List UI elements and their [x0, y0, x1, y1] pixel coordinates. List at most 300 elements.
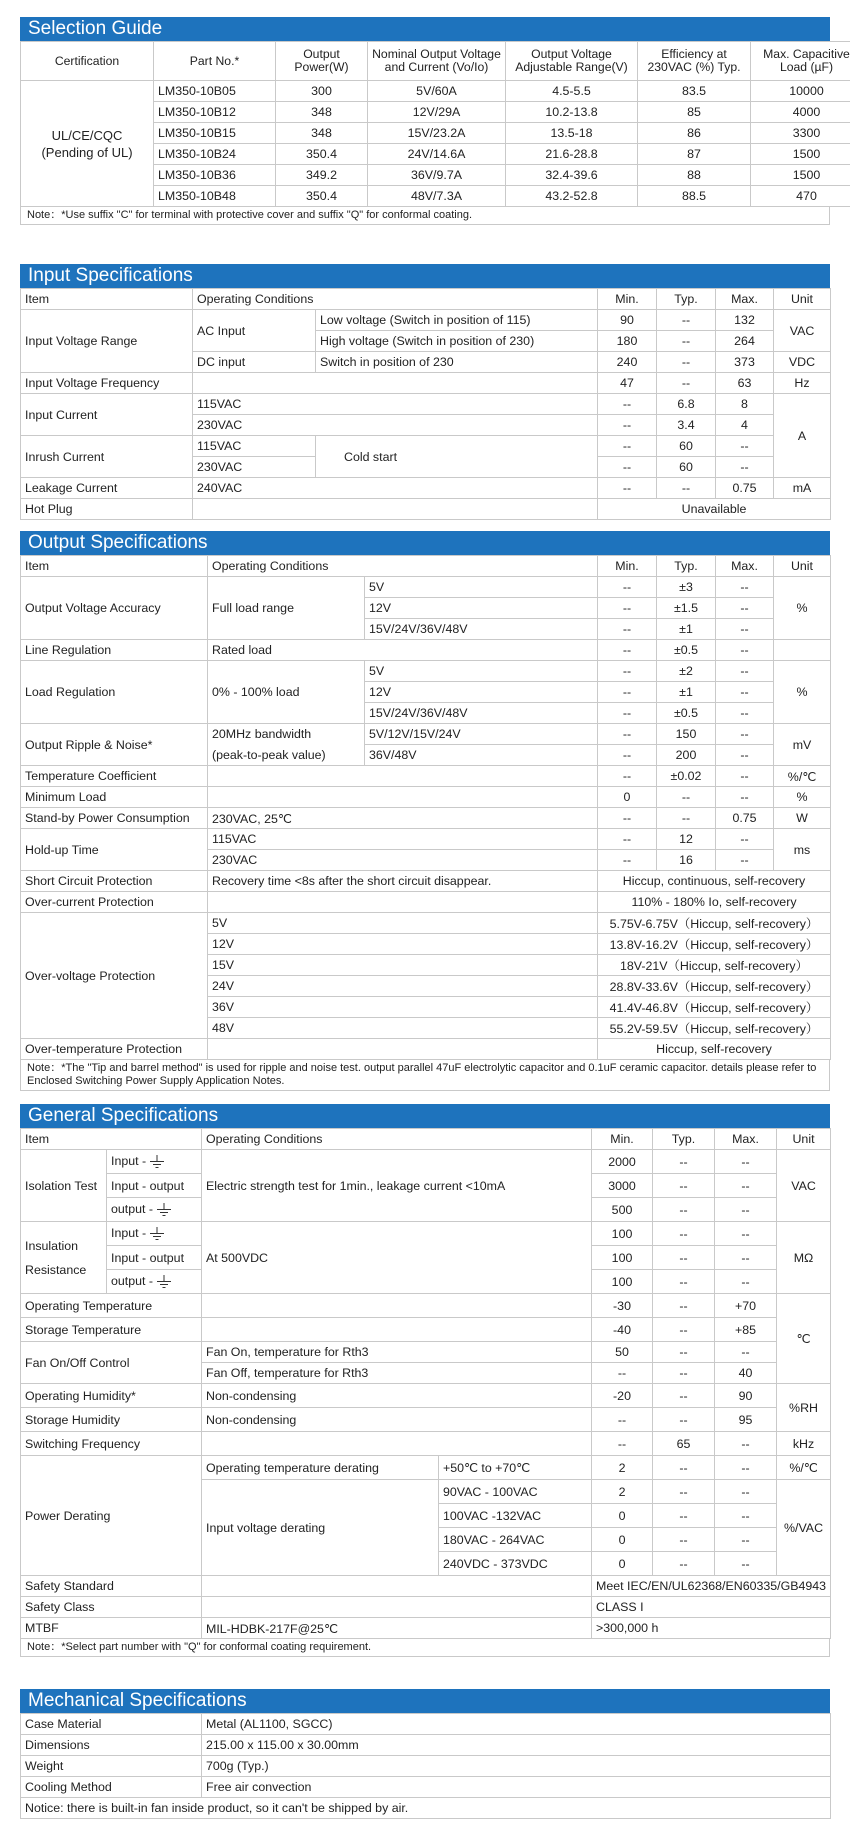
cell: 36V/9.7A: [368, 165, 506, 186]
unit-cell: %/℃: [777, 1456, 831, 1480]
cell: LM350-10B15: [154, 123, 276, 144]
cell: 15V/23.2A: [368, 123, 506, 144]
cell: --: [653, 1528, 715, 1552]
cell: +85: [715, 1318, 777, 1342]
col-header: Part No.*: [154, 42, 276, 81]
cell: Free air convection: [202, 1777, 831, 1798]
cell: --: [653, 1294, 715, 1318]
row-label: Short Circuit Protection: [21, 871, 208, 892]
cell: --: [716, 682, 774, 703]
cell: --: [716, 850, 774, 871]
unit-cell: MΩ: [777, 1222, 831, 1294]
cell: 230VAC: [193, 415, 598, 436]
cell: Meet IEC/EN/UL62368/EN60335/GB4943: [592, 1576, 831, 1597]
cell: 36V: [208, 997, 598, 1018]
cell: ±1: [657, 619, 716, 640]
cell: 348: [276, 102, 368, 123]
cell: 100VAC -132VAC: [439, 1504, 592, 1528]
row-label: Temperature Coefficient: [21, 766, 208, 787]
output-specs-table: [20, 555, 831, 1060]
cell: [107, 1270, 202, 1294]
col-header: Efficiency at 230VAC (%) Typ.: [638, 42, 751, 81]
cell: [107, 1150, 202, 1174]
row-label: Isolation Test: [21, 1150, 107, 1222]
cell: 87: [638, 144, 751, 165]
row-label: Cooling Method: [21, 1777, 202, 1798]
cell: 24V/14.6A: [368, 144, 506, 165]
cell: LM350-10B36: [154, 165, 276, 186]
cell: 90: [598, 310, 657, 331]
cell: --: [716, 766, 774, 787]
cell: 100: [592, 1222, 653, 1246]
col-header: Nominal Output Voltage and Current (Vo/Io): [368, 42, 506, 81]
col-header: Min.: [598, 289, 657, 310]
cell: --: [598, 598, 657, 619]
cell: 48V/7.3A: [368, 186, 506, 207]
row-label: Input Current: [21, 394, 193, 436]
cell: 15V/24V/36V/48V: [365, 703, 598, 724]
cell: --: [715, 1552, 777, 1576]
row-label: Switching Frequency: [21, 1432, 202, 1456]
cell: --: [716, 457, 774, 478]
row-label: Over-temperature Protection: [21, 1039, 208, 1060]
general-specs-table: [20, 1128, 831, 1639]
col-header: Unit: [774, 289, 831, 310]
input-specs-section: [20, 264, 830, 520]
cell: Non-condensing: [202, 1408, 592, 1432]
cell: 350.4: [276, 186, 368, 207]
cell: CLASS I: [592, 1597, 831, 1618]
cell: 50: [592, 1342, 653, 1363]
cell: 350.4: [276, 144, 368, 165]
cell: --: [716, 619, 774, 640]
cell: --: [653, 1342, 715, 1363]
cell: High voltage (Switch in position of 230): [316, 331, 598, 352]
cell: --: [716, 598, 774, 619]
col-header: Certification: [21, 42, 154, 81]
cell: --: [653, 1174, 715, 1198]
cell: 48V: [208, 1018, 598, 1039]
cell: --: [592, 1432, 653, 1456]
row-label: Storage Humidity: [21, 1408, 202, 1432]
cell: --: [715, 1528, 777, 1552]
output-specs-section: [20, 531, 830, 1091]
notice: Notice: there is built-in fan inside product, so it can't be shipped by air.: [21, 1798, 831, 1819]
cell: --: [716, 703, 774, 724]
cell: 240VAC: [193, 478, 598, 499]
col-header: Typ.: [657, 289, 716, 310]
cell: [208, 766, 598, 787]
row-label: Operating Temperature: [21, 1294, 202, 1318]
col-header: Output Voltage Adjustable Range(V): [506, 42, 638, 81]
col-header: Item: [21, 1129, 202, 1150]
cell: 5V/60A: [368, 81, 506, 102]
input-specs-table: [20, 288, 831, 520]
cell: 349.2: [276, 165, 368, 186]
cell: --: [598, 415, 657, 436]
cell: 0% - 100% load: [208, 661, 365, 724]
cell: 65: [653, 1432, 715, 1456]
cell: --: [653, 1198, 715, 1222]
cell: 0: [598, 787, 657, 808]
row-label: Load Regulation: [21, 661, 208, 724]
cell: -20: [592, 1384, 653, 1408]
unit-cell: mA: [774, 478, 831, 499]
cell: --: [598, 436, 657, 457]
cell: --: [715, 1270, 777, 1294]
cell: --: [598, 766, 657, 787]
cell: Recovery time <8s after the short circuit disappear.: [208, 871, 598, 892]
cell: --: [716, 829, 774, 850]
cell: 60: [657, 457, 716, 478]
cell: --: [653, 1456, 715, 1480]
row-label: Storage Temperature: [21, 1318, 202, 1342]
section-title: Output Specifications: [20, 531, 830, 555]
cell: --: [716, 745, 774, 766]
cell: 230VAC: [193, 457, 316, 478]
cell: 100: [592, 1246, 653, 1270]
cell: 90VAC - 100VAC: [439, 1480, 592, 1504]
cell: --: [657, 808, 716, 829]
cell: [208, 787, 598, 808]
cell: 4: [716, 415, 774, 436]
cell: [202, 1432, 592, 1456]
cell: 3.4: [657, 415, 716, 436]
cell: 470: [751, 186, 850, 207]
cell: 28.8V-33.6V（Hiccup, self-recovery）: [598, 976, 831, 997]
cell: --: [598, 724, 657, 745]
unit-cell: %: [774, 661, 831, 724]
cell: 32.4-39.6: [506, 165, 638, 186]
cell: --: [715, 1246, 777, 1270]
cell: --: [598, 745, 657, 766]
cell: 36V/48V: [365, 745, 598, 766]
cell: 60: [657, 436, 716, 457]
cell: 500: [592, 1198, 653, 1222]
cell: --: [653, 1150, 715, 1174]
cell: At 500VDC: [202, 1222, 592, 1294]
cell: 348: [276, 123, 368, 144]
row-label: Over-voltage Protection: [21, 913, 208, 1039]
cell: 6.8: [657, 394, 716, 415]
cell: 2: [592, 1456, 653, 1480]
cell: Hiccup, continuous, self-recovery: [598, 871, 831, 892]
col-header: Min.: [598, 556, 657, 577]
unit-cell: kHz: [777, 1432, 831, 1456]
cell: 86: [638, 123, 751, 144]
cell: --: [716, 577, 774, 598]
cell: DC input: [193, 352, 316, 373]
unit-cell: VAC: [774, 310, 831, 352]
cell: [202, 1294, 592, 1318]
row-label: MTBF: [21, 1618, 202, 1639]
cell: ±1.5: [657, 598, 716, 619]
cell: Input voltage derating: [202, 1480, 439, 1576]
unit-cell: %: [774, 577, 831, 640]
cell: -40: [592, 1318, 653, 1342]
cell: 115VAC: [193, 436, 316, 457]
cell: ±3: [657, 577, 716, 598]
section-title: Input Specifications: [20, 264, 830, 288]
cell: --: [653, 1504, 715, 1528]
cell: 2000: [592, 1150, 653, 1174]
unit-cell: W: [774, 808, 831, 829]
cell: 200: [657, 745, 716, 766]
cell: 300: [276, 81, 368, 102]
cell: 16: [657, 850, 716, 871]
col-header: Item: [21, 556, 208, 577]
ground-icon: [148, 1227, 166, 1241]
cell: --: [598, 661, 657, 682]
unit-cell: [774, 640, 831, 661]
cell: (peak-to-peak value): [208, 745, 365, 766]
cell: 2: [592, 1480, 653, 1504]
row-label: Line Regulation: [21, 640, 208, 661]
col-header: Min.: [592, 1129, 653, 1150]
cell: +70: [715, 1294, 777, 1318]
cell: ±0.5: [657, 703, 716, 724]
unit-cell: mV: [774, 724, 831, 766]
cell: --: [653, 1246, 715, 1270]
cell: 115VAC: [193, 394, 598, 415]
cell: [202, 1597, 592, 1618]
general-specs-section: [20, 1104, 830, 1657]
row-label: Insulation Resistance: [21, 1222, 107, 1294]
cell: 63: [716, 373, 774, 394]
cell: 5V: [208, 913, 598, 934]
cell: LM350-10B05: [154, 81, 276, 102]
cell: LM350-10B12: [154, 102, 276, 123]
cell: 110% - 180% Io, self-recovery: [598, 892, 831, 913]
cell: 3000: [592, 1174, 653, 1198]
cell: Hiccup, self-recovery: [598, 1039, 831, 1060]
cell: [193, 499, 598, 520]
cell: Cold start: [316, 436, 598, 478]
cell: --: [598, 640, 657, 661]
certification-cell: UL/CE/CQC (Pending of UL): [21, 81, 154, 207]
row-label: Hold-up Time: [21, 829, 208, 871]
cell: 12V: [208, 934, 598, 955]
cell: 0: [592, 1528, 653, 1552]
cell: Fan On, temperature for Rth3: [202, 1342, 592, 1363]
cell: MIL-HDBK-217F@25℃: [202, 1618, 592, 1639]
col-header: Operating Conditions: [208, 556, 598, 577]
cell: --: [653, 1318, 715, 1342]
cell: --: [598, 850, 657, 871]
cell: ±2: [657, 661, 716, 682]
cell: --: [653, 1363, 715, 1384]
row-label: Inrush Current: [21, 436, 193, 478]
cell: --: [653, 1270, 715, 1294]
cell: 24V: [208, 976, 598, 997]
cell: --: [598, 619, 657, 640]
cell: Switch in position of 230: [316, 352, 598, 373]
cell: 40: [715, 1363, 777, 1384]
cell: --: [715, 1504, 777, 1528]
cell: --: [598, 682, 657, 703]
cell: 4000: [751, 102, 850, 123]
cell: [107, 1222, 202, 1246]
cell: 88.5: [638, 186, 751, 207]
cell: --: [715, 1174, 777, 1198]
cell: 21.6-28.8: [506, 144, 638, 165]
general-note: Note：*Select part number with "Q" for conformal coating requirement.: [20, 1639, 830, 1657]
cell: 115VAC: [208, 829, 598, 850]
row-label: Safety Standard: [21, 1576, 202, 1597]
row-label: Dimensions: [21, 1735, 202, 1756]
cell: 240VDC - 373VDC: [439, 1552, 592, 1576]
row-label: Leakage Current: [21, 478, 193, 499]
col-header: Unit: [774, 556, 831, 577]
cell: Input - output: [107, 1246, 202, 1270]
cell: --: [716, 724, 774, 745]
cell: 0.75: [716, 478, 774, 499]
cell: 700g (Typ.): [202, 1756, 831, 1777]
cell: Full load range: [208, 577, 365, 640]
cell: --: [716, 661, 774, 682]
row-label: Safety Class: [21, 1597, 202, 1618]
col-header: Typ.: [657, 556, 716, 577]
cell: -30: [592, 1294, 653, 1318]
cell: --: [657, 331, 716, 352]
row-label: Hot Plug: [21, 499, 193, 520]
cell: --: [598, 457, 657, 478]
cell: --: [598, 808, 657, 829]
section-title: General Specifications: [20, 1104, 830, 1128]
cell: --: [715, 1456, 777, 1480]
cell: 47: [598, 373, 657, 394]
unit-cell: Hz: [774, 373, 831, 394]
cell: 12: [657, 829, 716, 850]
cell: 0.75: [716, 808, 774, 829]
cell: --: [598, 478, 657, 499]
cell: 5V: [365, 661, 598, 682]
cell: [208, 892, 598, 913]
row-label: Output Voltage Accuracy: [21, 577, 208, 640]
cell: 215.00 x 115.00 x 30.00mm: [202, 1735, 831, 1756]
cell: LM350-10B48: [154, 186, 276, 207]
cell: --: [598, 703, 657, 724]
cell: ±0.02: [657, 766, 716, 787]
cell: 20MHz bandwidth: [208, 724, 365, 745]
cell: 8: [716, 394, 774, 415]
col-header: Max.: [716, 289, 774, 310]
unit-cell: ms: [774, 829, 831, 871]
cell: --: [653, 1552, 715, 1576]
col-header: Output Power(W): [276, 42, 368, 81]
cell: --: [657, 352, 716, 373]
cell: 85: [638, 102, 751, 123]
cell: 180: [598, 331, 657, 352]
selection-guide-table: [20, 41, 850, 207]
cell: ±0.5: [657, 640, 716, 661]
cell-text: Input -: [111, 1154, 147, 1169]
col-header: Item: [21, 289, 193, 310]
unit-cell: ℃: [777, 1294, 831, 1384]
unit-cell: %/VAC: [777, 1480, 831, 1576]
cell: --: [715, 1198, 777, 1222]
row-label: Power Derating: [21, 1456, 202, 1576]
cell: --: [653, 1222, 715, 1246]
cell: 0: [592, 1504, 653, 1528]
unit-cell: VDC: [774, 352, 831, 373]
col-header: Max.: [715, 1129, 777, 1150]
cell: 5V: [365, 577, 598, 598]
cell: Low voltage (Switch in position of 115): [316, 310, 598, 331]
cell: 373: [716, 352, 774, 373]
row-label: Input Voltage Range: [21, 310, 193, 373]
cell: --: [598, 829, 657, 850]
cell: --: [657, 373, 716, 394]
cell: Non-condensing: [202, 1384, 592, 1408]
cell: Operating temperature derating: [202, 1456, 439, 1480]
cell: Unavailable: [598, 499, 831, 520]
col-header: Unit: [777, 1129, 831, 1150]
cell: --: [653, 1480, 715, 1504]
cell: [202, 1576, 592, 1597]
row-label: Weight: [21, 1756, 202, 1777]
cell: --: [715, 1432, 777, 1456]
output-note: Note：*The "Tip and barrel method" is used for ripple and noise test. output parallel 47uF electrolytic capacitor and 0.1uF ceramic capacitor. details please refer to Enclosed Switching Power Supply Application Notes.: [20, 1060, 830, 1091]
cell: 41.4V-46.8V（Hiccup, self-recovery）: [598, 997, 831, 1018]
cell: +50℃ to +70℃: [439, 1456, 592, 1480]
cell: 90: [715, 1384, 777, 1408]
col-header: Max.: [716, 556, 774, 577]
unit-cell: A: [774, 394, 831, 478]
cell: 230VAC: [208, 850, 598, 871]
cell: 5V/12V/15V/24V: [365, 724, 598, 745]
cell: 12V: [365, 682, 598, 703]
cell: 83.5: [638, 81, 751, 102]
section-title: Selection Guide: [20, 17, 830, 41]
cell: --: [657, 787, 716, 808]
selection-guide-section: [20, 17, 850, 225]
col-header: Operating Conditions: [202, 1129, 592, 1150]
cell: Rated load: [208, 640, 598, 661]
unit-cell: VAC: [777, 1150, 831, 1222]
cell: 1500: [751, 144, 850, 165]
cell: --: [592, 1363, 653, 1384]
cell-text: Input -: [111, 1226, 147, 1241]
row-label: Stand-by Power Consumption: [21, 808, 208, 829]
cell: 15V: [208, 955, 598, 976]
cell: [202, 1318, 592, 1342]
row-label: Over-current Protection: [21, 892, 208, 913]
cell-text: output -: [111, 1202, 154, 1217]
row-label: Fan On/Off Control: [21, 1342, 202, 1384]
cell: 88: [638, 165, 751, 186]
cell: 12V: [365, 598, 598, 619]
cell: --: [715, 1222, 777, 1246]
col-header: Operating Conditions: [193, 289, 598, 310]
cell: 4.5-5.5: [506, 81, 638, 102]
cell: --: [657, 478, 716, 499]
col-header: Typ.: [653, 1129, 715, 1150]
cell: 5.75V-6.75V（Hiccup, self-recovery）: [598, 913, 831, 934]
cell: 100: [592, 1270, 653, 1294]
ground-icon: [155, 1203, 173, 1217]
cell: 13.5-18: [506, 123, 638, 144]
cell: Input - output: [107, 1174, 202, 1198]
cell: --: [715, 1342, 777, 1363]
cell: 180VAC - 264VAC: [439, 1528, 592, 1552]
cell: --: [716, 787, 774, 808]
cell: LM350-10B24: [154, 144, 276, 165]
mechanical-specs-table: [20, 1713, 831, 1819]
col-header: Max. Capacitive Load (µF): [751, 42, 850, 81]
cell: 240: [598, 352, 657, 373]
cell: 230VAC, 25℃: [208, 808, 598, 829]
